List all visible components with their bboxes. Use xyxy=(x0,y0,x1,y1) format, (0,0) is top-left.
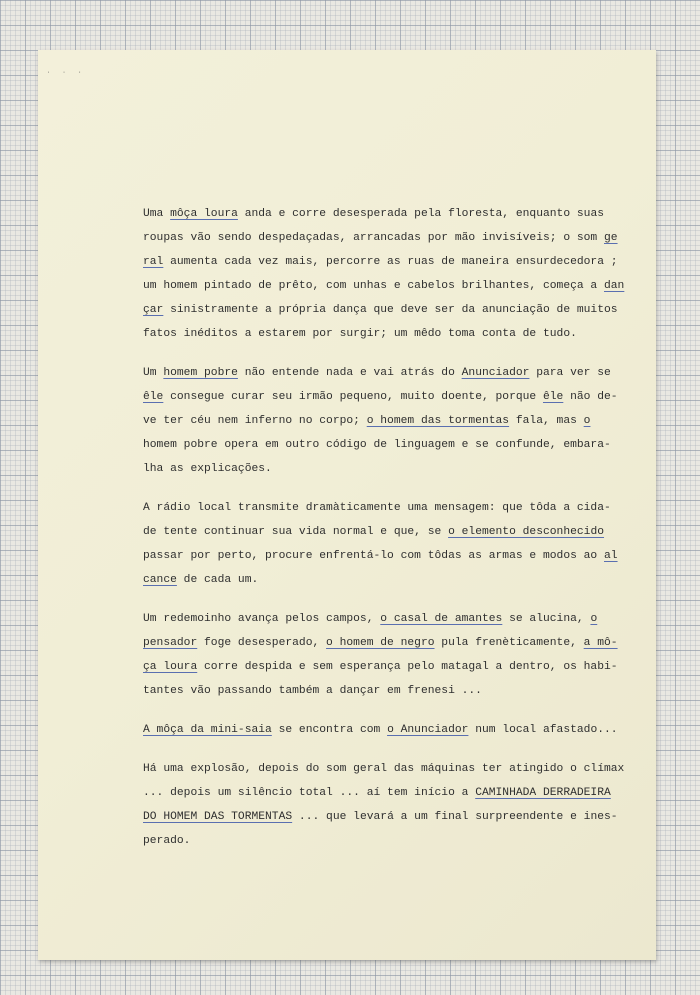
text-line xyxy=(143,757,625,781)
text-line xyxy=(143,829,613,853)
text-segment: se alucina, xyxy=(502,613,591,625)
text-line xyxy=(143,457,613,481)
text-segment: um homem pintado de prêto, com unhas e cabelos brilhantes, começa a xyxy=(143,280,604,292)
text-segment: anda e corre desesperada pela floresta, enquanto suas xyxy=(237,208,605,220)
text-segment: pula frenèticamente, xyxy=(434,637,584,649)
text-line xyxy=(143,805,618,829)
text-segment: de tente continuar sua vida normal e que, se xyxy=(143,526,449,538)
text-line xyxy=(143,298,618,322)
underlined-phrase: pensador xyxy=(143,637,198,649)
underlined-phrase: CAMINHADA DERRADEIRA xyxy=(475,787,611,799)
text-line xyxy=(143,679,613,703)
text-line xyxy=(143,361,613,385)
text-line xyxy=(143,496,613,520)
underlined-phrase: o Anunciador xyxy=(387,724,469,736)
text-segment: ve ter céu nem inferno no corpo; xyxy=(143,415,367,427)
text-segment: sinistramente a própria dança que deve ser da anunciação de muitos xyxy=(163,304,618,316)
paragraph xyxy=(143,718,618,742)
text-segment: foge desesperado, xyxy=(197,637,327,649)
text-line xyxy=(143,409,613,433)
underlined-phrase: cance xyxy=(143,574,177,586)
text-line xyxy=(143,631,618,655)
text-segment: ... que levará a um final surpreendente e ines- xyxy=(292,811,618,823)
text-segment: fala, mas xyxy=(509,415,584,427)
text-line xyxy=(143,250,618,274)
underlined-phrase: o homem de negro xyxy=(326,637,435,649)
underlined-phrase: o elemento desconhecido xyxy=(448,526,605,538)
underlined-phrase: môça loura xyxy=(170,208,238,220)
text-segment: não entende nada e vai atrás do xyxy=(237,367,462,379)
text-line xyxy=(143,202,613,226)
underlined-phrase: Anunciador xyxy=(461,367,530,379)
text-segment: corre despida e sem esperança pelo matagal a dentro, os habi- xyxy=(197,661,618,673)
text-segment: ... depois um silêncio total ... aí tem início a xyxy=(143,787,476,799)
paragraph xyxy=(143,496,618,592)
text-line xyxy=(143,781,613,805)
text-segment: tantes vão passando também a dançar em frenesi ... xyxy=(143,685,482,697)
paragraph xyxy=(143,202,625,346)
underlined-phrase: çar xyxy=(143,304,164,316)
underlined-phrase: êle xyxy=(143,391,164,403)
underlined-phrase: o homem das tormentas xyxy=(366,415,510,427)
underlined-phrase: a mô- xyxy=(583,637,618,649)
text-segment: passar por perto, procure enfrentá-lo com tôdas as armas e modos ao xyxy=(143,550,604,562)
text-line xyxy=(143,568,613,592)
underlined-phrase: homem pobre xyxy=(163,367,238,379)
underlined-phrase: al xyxy=(604,550,618,562)
text-line xyxy=(143,433,613,457)
text-segment: se encontra com xyxy=(271,724,388,736)
text-segment: Um xyxy=(143,367,164,379)
underlined-phrase: o casal de amantes xyxy=(380,613,503,625)
text-line xyxy=(143,718,618,742)
text-segment: lha as explicações. xyxy=(143,463,272,475)
underlined-phrase: o xyxy=(583,415,591,427)
text-segment: fatos inéditos a estarem por surgir; um mêdo toma conta de tudo. xyxy=(143,328,577,340)
underlined-phrase: o xyxy=(590,613,598,625)
text-segment: Há uma explosão, depois do som geral das máquinas ter atingido o clímax xyxy=(143,763,625,775)
text-segment: para ver se xyxy=(529,367,611,379)
text-segment: perado. xyxy=(143,835,191,847)
underlined-phrase: ça loura xyxy=(143,661,198,673)
text-line xyxy=(143,322,613,346)
text-segment: homem pobre opera em outro código de linguagem e se confunde, embara- xyxy=(143,439,611,451)
underlined-phrase: DO HOMEM DAS TORMENTAS xyxy=(143,811,293,823)
text-line xyxy=(143,385,618,409)
typed-text-body xyxy=(143,202,625,868)
text-segment: não de- xyxy=(563,391,618,403)
text-line xyxy=(143,226,618,250)
text-segment: Um redemoinho avança pelos campos, xyxy=(143,613,381,625)
paragraph xyxy=(143,607,618,703)
paragraph xyxy=(143,361,618,481)
text-line xyxy=(143,607,613,631)
underlined-phrase: A môça da mini-saia xyxy=(143,724,272,736)
text-segment: roupas vão sendo despedaçadas, arrancadas por mão invisíveis; o som xyxy=(143,232,604,244)
text-segment: A rádio local transmite dramàticamente uma mensagem: que tôda a cida- xyxy=(143,502,611,514)
underlined-phrase: êle xyxy=(542,391,564,403)
underlined-phrase: ge xyxy=(604,232,618,244)
paragraph xyxy=(143,757,625,853)
text-line xyxy=(143,655,618,679)
underlined-phrase: ral xyxy=(143,256,164,268)
text-line xyxy=(143,520,613,544)
text-segment: Uma xyxy=(143,208,171,220)
text-segment: consegue curar seu irmão pequeno, muito doente, porque xyxy=(163,391,543,403)
underlined-phrase: dan xyxy=(604,280,625,292)
text-segment: de cada um. xyxy=(176,574,259,586)
text-line xyxy=(143,544,618,568)
text-segment: num local afastado... xyxy=(468,724,618,736)
text-segment: aumenta cada vez mais, percorre as ruas de maneira ensurdecedora ; xyxy=(163,256,618,268)
typewritten-page xyxy=(38,50,656,960)
text-line xyxy=(143,274,625,298)
corner-ink-marks: ˙ ˙ ˙ xyxy=(46,72,86,81)
